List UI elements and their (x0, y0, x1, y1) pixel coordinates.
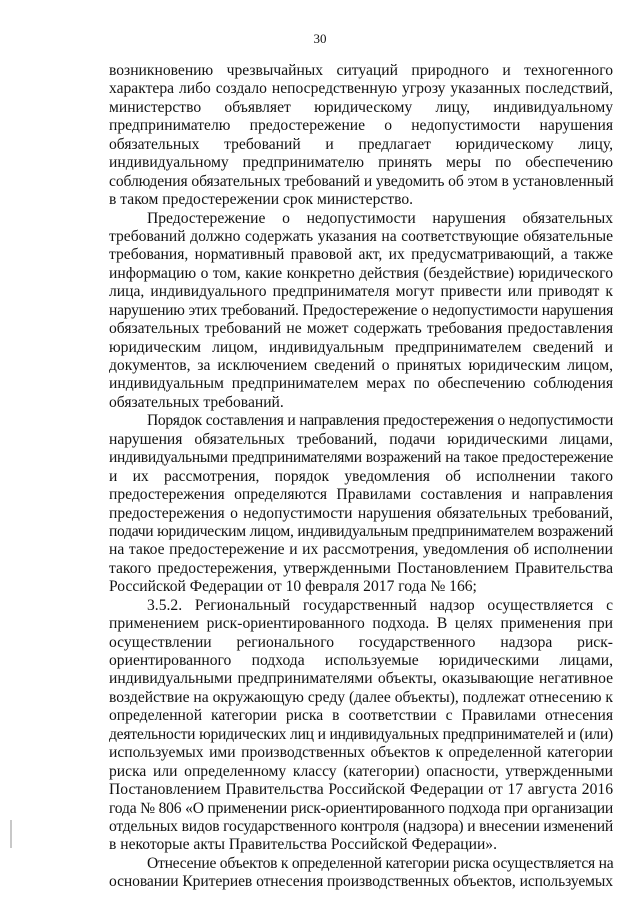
text-line: Предостережение о недопустимости нарушения обязательных (147, 209, 613, 227)
text-line: юридическим лицом, индивидуальным предпринимателем сведений и (109, 338, 613, 356)
text-line: определенной категории риска в соответствии с Правилами отнесения (109, 707, 613, 725)
text-line: обязательных требований. (109, 393, 284, 411)
text-line: лица, индивидуального предпринимателя могут привести или приводят к (109, 283, 613, 301)
text-line: индивидуальному предпринимателю принять меры по обеспечению (109, 154, 613, 172)
text-line: Отнесение объектов к определенной категории риска осуществляется на (147, 854, 614, 872)
text-line: индивидуальным предпринимателем мерах по обеспечению соблюдения (109, 375, 613, 393)
text-line: основании Критериев отнесения производственных объектов, используемых (109, 873, 613, 891)
text-line: соблюдения обязательных требований и уведомить об этом в установленный (109, 172, 614, 190)
text-line: индивидуальными предпринимателями возражений на такое предостережение (109, 449, 613, 467)
text-line: воздействие на окружающую среду (далее объекты), подлежат отнесению к (109, 688, 613, 706)
text-line: информацию о том, какие конкретно действия (бездействие) юридического (109, 264, 613, 282)
text-line: предпринимателю предостережение о недопустимости нарушения (109, 117, 613, 135)
text-line: деятельности юридических лиц и индивидуальных предпринимателей и (или) (109, 725, 613, 743)
text-line: подачи юридическим лицом, индивидуальным предпринимателем возражений (109, 522, 613, 540)
text-line: используемых ими производственных объектов к определенной категории (109, 744, 613, 762)
text-line: и их рассмотрения, порядок уведомления об исполнении такого (109, 467, 613, 485)
text-line: индивидуальными предпринимателями объекты, оказывающие негативное (109, 670, 613, 688)
text-line: документов, за исключением сведений о принятых юридическим лицом, (109, 357, 613, 374)
text-line: ориентированного подхода используемые юридическими лицами, (109, 652, 613, 669)
text-line: министерство объявляет юридическому лицу, индивидуальному (109, 98, 613, 116)
text-line: осуществлении регионального государственного надзора риск- (109, 633, 613, 651)
text-line: нарушения обязательных требований, подачи юридическими лицами, (109, 430, 613, 448)
text-line: 3.5.2. Региональный государственный надзор осуществляется с (147, 596, 613, 614)
text-line: требований должно содержать указания на соответствующие обязательные (109, 227, 613, 245)
text-line: характера либо создало непосредственную угрозу указанных последствий, (109, 80, 613, 98)
page-number: 30 (313, 31, 327, 46)
text-line: отдельных видов государственного контроля (надзора) и внесении изменений (109, 817, 613, 835)
text-line: такого предостережения, утвержденными Постановлением Правительства (109, 559, 613, 577)
text-line: на такое предостережение и их рассмотрения, уведомления об исполнении (109, 541, 613, 559)
text-line: Порядок составления и направления предостережения о недопустимости (147, 412, 613, 430)
text-line: Российской Федерации от 10 февраля 2017 года № 166; (109, 578, 477, 596)
text-line: применением риск-ориентированного подхода. В целях применения при (109, 615, 613, 633)
text-line: обязательных требований и предлагает юридическому лицу, (109, 135, 613, 153)
text-line: года № 806 «О применении риск-ориентированного подхода при организации (109, 799, 613, 817)
document-body (109, 62, 613, 892)
text-line: в таком предостережении срок министерство. (109, 191, 414, 209)
text-line: Постановлением Правительства Российской Федерации от 17 августа 2016 (109, 781, 613, 799)
text-line: в некоторые акты Правительства Российской Федерации». (109, 836, 498, 854)
text-line: обязательных требований не может содержать требования предоставления (109, 320, 613, 338)
text-line: нарушению этих требований. Предостережение о недопустимости нарушения (109, 301, 613, 319)
text-line: возникновению чрезвычайных ситуаций природного и техногенного (109, 62, 613, 79)
scan-edge-mark (10, 820, 12, 848)
text-line: риска или определенному классу (категории) опасности, утвержденными (109, 762, 613, 780)
text-line: предостережения о недопустимости нарушения обязательных требований, (109, 504, 613, 522)
text-line: требования, нормативный правовой акт, их предусматривающий, а также (109, 246, 613, 264)
text-line: предостережения определяются Правилами составления и направления (109, 486, 613, 504)
